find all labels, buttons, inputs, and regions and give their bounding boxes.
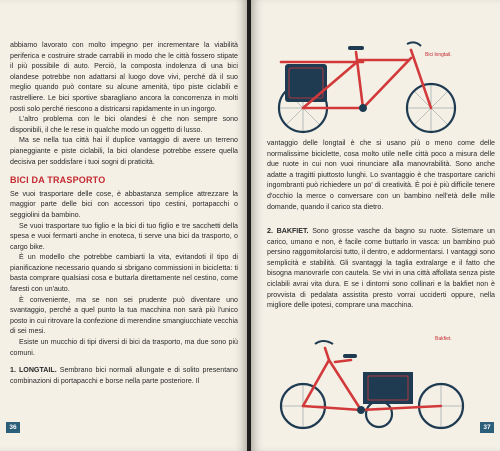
bakfiet-text	[267, 226, 495, 311]
longtail-bike-illustration	[271, 30, 471, 140]
paragraph: vantaggio delle longtail è che si usano più o meno come delle normalissime biciclette, cosa molto utile nelle città poco a misura delle due ruote in cui non vuoi rinunciare alla manovrabilità. Sono anche adatte a tragitti piuttosto lunghi. Lo svantaggio è che trasportare carichi ingombranti può richiedere un po' di creatività. È poi è più difficile tenere d'occhio la merce o conversare con un bambino nell'età delle mille domande, quando il carico sta dietro.	[267, 139, 495, 211]
caption-bakfiet: Bakfiet.	[435, 336, 452, 342]
paragraph: Ma se nella tua città hai il duplice vantaggio di avere un terreno pianeggiante e piste ciclabili, la bici olandese potrebbe essere quella decisiva per soddisfare i tuoi sogni di praticità.	[10, 136, 238, 166]
right-page-text	[267, 138, 495, 212]
page-number: 36	[6, 422, 20, 433]
paragraph: Se vuoi trasportare delle cose, è abbastanza semplice attrezzare la maggior parte delle bici con accessori tipo cestini, portapacchi o seggiolini da bambino.	[10, 189, 238, 219]
right-page	[251, 0, 500, 451]
paragraph: Esiste un mucchio di tipi diversi di bici da trasporto, ma due sono più comuni.	[10, 338, 238, 357]
list-item	[10, 365, 238, 386]
list-item	[267, 226, 495, 311]
left-page	[0, 0, 247, 451]
caption-longtail: Bici longtail.	[425, 52, 452, 58]
paragraph: È conveniente, ma se non sei prudente può diventare uno svantaggio, perché a quel punto la tua macchina non sarà più l'unico posto in cui ritrovare la confezione di merendine smangiucchiate vecchia di sei mesi.	[10, 295, 238, 336]
paragraph: abbiamo lavorato con molto impegno per incrementare la viabilità periferica e costruire strade carrabili in modo che le città fossero stipate il più possibile di auto. Perciò, la composta indolenza di una bici olandese potrebbe non adattarsi al luogo dove vivi, perché dà il suo meglio quando può contare su alcune amenità, tipo piste ciclabili e rastrelliere. Le bici sportive sbaragliano ancora la concorrenza in molti posti solo perché riescono a districarsi rapidamente in un ingorgo.	[10, 41, 238, 113]
bakfiet-bike-illustration	[269, 330, 474, 435]
item-text: Sono grosse vasche da bagno su ruote. Sistemare un carico, umano e non, è facile come buttarlo in vasca: un bambino può persino raggomitolarcisi tutto, il dentro, e addormentarsi. I vantaggi sono semplicità e stabilità. Gli svantaggi la taglia extralarge e il fatto che bisogna manovrarle con cautela. Se vivi in una città affollata senza piste ciclabili avrai vita dura. E se i dintorni sono collinari e la bakfiet non è provvista di pedalata assistita presto vorrai ucciderti oppure, nella migliore delle ipotesi, comprare una macchina.	[267, 227, 495, 310]
item-text: Sembrano bici normali allungate e di solito presentano combinazioni di portapacchi e borse nella parte posteriore. Il	[10, 366, 238, 385]
left-page-text	[10, 40, 238, 386]
paragraph: È un modello che potrebbe cambiarti la vita, evitandoti il tipo di pianificazione necessario quando si sbrigano commissioni in bicicletta: ti basta comprare qualsiasi cosa e buttarla direttamente nel cestino, come faresti con un'auto.	[10, 253, 238, 294]
item-label: 2. BAKFIET.	[267, 227, 309, 235]
page-number: 37	[480, 422, 494, 433]
paragraph: Se vuoi trasportare tuo figlio e la bici di tuo figlio e tre sacchetti della spesa e vuoi fermarti anche in enoteca, ti serve una bici da trasporto, o cargo bike.	[10, 221, 238, 251]
paragraph: L'altro problema con le bici olandesi è che non sempre sono disponibili, il che le rese in qualche modo un oggetto di lusso.	[10, 115, 238, 134]
item-label: 1. LONGTAIL.	[10, 366, 57, 375]
section-heading: BICI DA TRASPORTO	[10, 175, 106, 186]
